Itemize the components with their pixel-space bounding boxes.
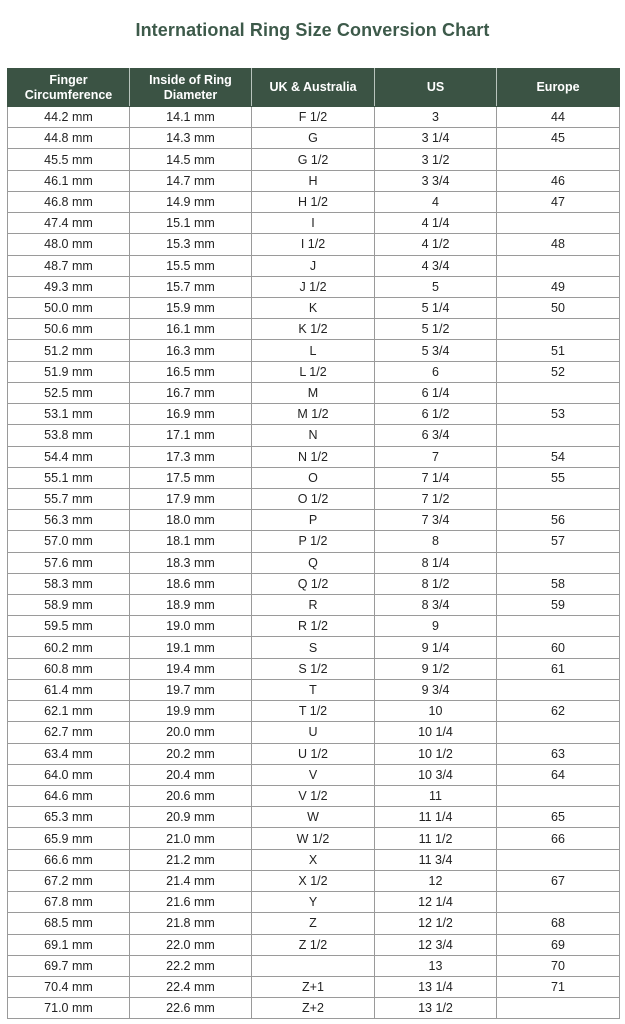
inside-diameter-cell: 15.5 mm (130, 255, 252, 276)
europe-size-cell (497, 786, 620, 807)
table-row (8, 552, 620, 573)
table-row (8, 722, 620, 743)
uk-size-cell: H (252, 170, 375, 191)
table-row (8, 319, 620, 340)
us-size-cell: 5 (375, 276, 497, 297)
uk-size-cell: M (252, 382, 375, 403)
table-row (8, 128, 620, 149)
us-size-cell: 10 (375, 701, 497, 722)
table-row (8, 149, 620, 170)
uk-size-cell: Z (252, 913, 375, 934)
uk-size-cell: G (252, 128, 375, 149)
uk-size-cell: Z 1/2 (252, 934, 375, 955)
us-size-cell: 10 1/4 (375, 722, 497, 743)
us-size-cell: 10 1/2 (375, 743, 497, 764)
europe-size-cell (497, 849, 620, 870)
us-size-cell: 7 (375, 446, 497, 467)
inside-diameter-cell: 14.9 mm (130, 191, 252, 212)
uk-size-cell: J (252, 255, 375, 276)
finger-circumference-cell: 69.7 mm (8, 955, 130, 976)
finger-circumference-cell: 47.4 mm (8, 213, 130, 234)
finger-circumference-cell: 59.5 mm (8, 616, 130, 637)
uk-size-cell: V (252, 764, 375, 785)
uk-size-cell: X 1/2 (252, 870, 375, 891)
europe-size-cell: 60 (497, 637, 620, 658)
europe-size-cell (497, 149, 620, 170)
inside-diameter-cell: 15.7 mm (130, 276, 252, 297)
header-finger-line2: Circumference (24, 87, 113, 102)
uk-size-cell: Y (252, 892, 375, 913)
europe-size-cell (497, 319, 620, 340)
finger-circumference-cell: 48.0 mm (8, 234, 130, 255)
us-size-cell: 8 1/2 (375, 573, 497, 594)
inside-diameter-cell: 14.1 mm (130, 107, 252, 128)
finger-circumference-cell: 50.6 mm (8, 319, 130, 340)
table-row (8, 934, 620, 955)
table-row (8, 361, 620, 382)
finger-circumference-cell: 63.4 mm (8, 743, 130, 764)
us-size-cell: 7 1/4 (375, 467, 497, 488)
finger-circumference-cell: 55.1 mm (8, 467, 130, 488)
finger-circumference-cell: 46.1 mm (8, 170, 130, 191)
inside-diameter-cell: 18.1 mm (130, 531, 252, 552)
europe-size-cell (497, 679, 620, 700)
us-size-cell: 4 (375, 191, 497, 212)
uk-size-cell: K (252, 297, 375, 318)
finger-circumference-cell: 67.8 mm (8, 892, 130, 913)
finger-circumference-cell: 50.0 mm (8, 297, 130, 318)
inside-diameter-cell: 22.4 mm (130, 976, 252, 997)
finger-circumference-cell: 55.7 mm (8, 488, 130, 509)
finger-circumference-cell: 62.7 mm (8, 722, 130, 743)
europe-size-cell: 63 (497, 743, 620, 764)
europe-size-cell: 48 (497, 234, 620, 255)
inside-diameter-cell: 20.4 mm (130, 764, 252, 785)
table-row (8, 913, 620, 934)
us-size-cell: 6 3/4 (375, 425, 497, 446)
inside-diameter-cell: 16.9 mm (130, 404, 252, 425)
table-row (8, 807, 620, 828)
table-row (8, 658, 620, 679)
uk-size-cell: H 1/2 (252, 191, 375, 212)
us-size-cell: 9 (375, 616, 497, 637)
inside-diameter-cell: 21.6 mm (130, 892, 252, 913)
ring-size-table (7, 68, 620, 1019)
table-row (8, 637, 620, 658)
us-size-cell: 3 3/4 (375, 170, 497, 191)
chart-title: International Ring Size Conversion Chart (135, 20, 490, 40)
inside-diameter-cell: 21.0 mm (130, 828, 252, 849)
header-finger-circumference (8, 69, 130, 107)
europe-size-cell: 61 (497, 658, 620, 679)
finger-circumference-cell: 56.3 mm (8, 510, 130, 531)
europe-size-cell (497, 616, 620, 637)
inside-diameter-cell: 20.6 mm (130, 786, 252, 807)
europe-size-cell: 65 (497, 807, 620, 828)
finger-circumference-cell: 62.1 mm (8, 701, 130, 722)
table-row (8, 191, 620, 212)
uk-size-cell: P 1/2 (252, 531, 375, 552)
uk-size-cell: N (252, 425, 375, 446)
europe-size-cell: 56 (497, 510, 620, 531)
us-size-cell: 8 (375, 531, 497, 552)
europe-size-cell (497, 488, 620, 509)
header-diameter-line2: Diameter (163, 87, 218, 102)
finger-circumference-cell: 60.2 mm (8, 637, 130, 658)
finger-circumference-cell: 46.8 mm (8, 191, 130, 212)
table-row (8, 616, 620, 637)
inside-diameter-cell: 14.5 mm (130, 149, 252, 170)
finger-circumference-cell: 49.3 mm (8, 276, 130, 297)
finger-circumference-cell: 70.4 mm (8, 976, 130, 997)
table-row (8, 107, 620, 128)
us-size-cell: 11 1/2 (375, 828, 497, 849)
inside-diameter-cell: 19.1 mm (130, 637, 252, 658)
europe-size-cell (497, 382, 620, 403)
finger-circumference-cell: 64.0 mm (8, 764, 130, 785)
finger-circumference-cell: 44.8 mm (8, 128, 130, 149)
us-size-cell: 4 1/2 (375, 234, 497, 255)
finger-circumference-cell: 61.4 mm (8, 679, 130, 700)
inside-diameter-cell: 16.5 mm (130, 361, 252, 382)
table-row (8, 573, 620, 594)
us-size-cell: 6 1/2 (375, 404, 497, 425)
uk-size-cell: F 1/2 (252, 107, 375, 128)
finger-circumference-cell: 53.1 mm (8, 404, 130, 425)
europe-size-cell (497, 425, 620, 446)
uk-size-cell: S 1/2 (252, 658, 375, 679)
uk-size-cell: M 1/2 (252, 404, 375, 425)
uk-size-cell: W (252, 807, 375, 828)
us-size-cell: 9 3/4 (375, 679, 497, 700)
uk-size-cell: T 1/2 (252, 701, 375, 722)
table-row (8, 679, 620, 700)
europe-size-cell (497, 998, 620, 1019)
table-row (8, 467, 620, 488)
europe-size-cell: 59 (497, 595, 620, 616)
uk-size-cell: G 1/2 (252, 149, 375, 170)
finger-circumference-cell: 54.4 mm (8, 446, 130, 467)
table-body (8, 107, 620, 1019)
us-size-cell: 8 1/4 (375, 552, 497, 573)
europe-size-cell: 44 (497, 107, 620, 128)
inside-diameter-cell: 18.9 mm (130, 595, 252, 616)
europe-size-cell (497, 892, 620, 913)
inside-diameter-cell: 18.6 mm (130, 573, 252, 594)
europe-size-cell (497, 552, 620, 573)
us-size-cell: 3 (375, 107, 497, 128)
table-row (8, 743, 620, 764)
finger-circumference-cell: 69.1 mm (8, 934, 130, 955)
table-row (8, 595, 620, 616)
inside-diameter-cell: 14.7 mm (130, 170, 252, 191)
europe-size-cell: 58 (497, 573, 620, 594)
header-diameter-line1: Inside of Ring (149, 72, 232, 87)
us-size-cell: 3 1/2 (375, 149, 497, 170)
us-size-cell: 12 1/2 (375, 913, 497, 934)
us-size-cell: 7 3/4 (375, 510, 497, 531)
table-row (8, 510, 620, 531)
us-size-cell: 12 1/4 (375, 892, 497, 913)
us-size-cell: 13 (375, 955, 497, 976)
europe-size-cell: 71 (497, 976, 620, 997)
inside-diameter-cell: 17.3 mm (130, 446, 252, 467)
finger-circumference-cell: 67.2 mm (8, 870, 130, 891)
table-row (8, 976, 620, 997)
europe-size-cell: 68 (497, 913, 620, 934)
uk-size-cell: W 1/2 (252, 828, 375, 849)
table-row (8, 786, 620, 807)
europe-size-cell: 57 (497, 531, 620, 552)
inside-diameter-cell: 19.0 mm (130, 616, 252, 637)
us-size-cell: 11 1/4 (375, 807, 497, 828)
finger-circumference-cell: 68.5 mm (8, 913, 130, 934)
table-row (8, 276, 620, 297)
inside-diameter-cell: 15.3 mm (130, 234, 252, 255)
uk-size-cell: Z+2 (252, 998, 375, 1019)
europe-size-cell: 67 (497, 870, 620, 891)
europe-size-cell: 46 (497, 170, 620, 191)
inside-diameter-cell: 21.8 mm (130, 913, 252, 934)
table-row (8, 170, 620, 191)
europe-size-cell: 47 (497, 191, 620, 212)
uk-size-cell: R 1/2 (252, 616, 375, 637)
uk-size-cell: U 1/2 (252, 743, 375, 764)
table-row (8, 531, 620, 552)
uk-size-cell: L (252, 340, 375, 361)
uk-size-cell: I (252, 213, 375, 234)
table-row (8, 701, 620, 722)
us-size-cell: 11 3/4 (375, 849, 497, 870)
inside-diameter-cell: 14.3 mm (130, 128, 252, 149)
uk-size-cell: N 1/2 (252, 446, 375, 467)
uk-size-cell: O 1/2 (252, 488, 375, 509)
inside-diameter-cell: 20.2 mm (130, 743, 252, 764)
us-size-cell: 12 (375, 870, 497, 891)
europe-size-cell: 66 (497, 828, 620, 849)
uk-size-cell (252, 955, 375, 976)
header-europe: Europe (497, 69, 620, 107)
uk-size-cell: K 1/2 (252, 319, 375, 340)
table-row (8, 764, 620, 785)
header-uk-australia: UK & Australia (252, 69, 375, 107)
europe-size-cell: 51 (497, 340, 620, 361)
table-row (8, 446, 620, 467)
europe-size-cell: 45 (497, 128, 620, 149)
us-size-cell: 9 1/2 (375, 658, 497, 679)
inside-diameter-cell: 16.1 mm (130, 319, 252, 340)
table-row (8, 828, 620, 849)
europe-size-cell (497, 722, 620, 743)
us-size-cell: 6 1/4 (375, 382, 497, 403)
uk-size-cell: O (252, 467, 375, 488)
header-finger-line1: Finger (49, 72, 88, 87)
inside-diameter-cell: 16.3 mm (130, 340, 252, 361)
uk-size-cell: R (252, 595, 375, 616)
europe-size-cell: 54 (497, 446, 620, 467)
finger-circumference-cell: 57.0 mm (8, 531, 130, 552)
finger-circumference-cell: 65.3 mm (8, 807, 130, 828)
inside-diameter-cell: 16.7 mm (130, 382, 252, 403)
inside-diameter-cell: 19.9 mm (130, 701, 252, 722)
us-size-cell: 13 1/2 (375, 998, 497, 1019)
inside-diameter-cell: 20.9 mm (130, 807, 252, 828)
table-row (8, 892, 620, 913)
finger-circumference-cell: 48.7 mm (8, 255, 130, 276)
us-size-cell: 10 3/4 (375, 764, 497, 785)
table-row (8, 425, 620, 446)
table-row (8, 255, 620, 276)
us-size-cell: 9 1/4 (375, 637, 497, 658)
finger-circumference-cell: 71.0 mm (8, 998, 130, 1019)
table-row (8, 234, 620, 255)
us-size-cell: 12 3/4 (375, 934, 497, 955)
inside-diameter-cell: 18.3 mm (130, 552, 252, 573)
inside-diameter-cell: 21.4 mm (130, 870, 252, 891)
europe-size-cell: 70 (497, 955, 620, 976)
us-size-cell: 7 1/2 (375, 488, 497, 509)
header-row (8, 69, 620, 107)
uk-size-cell: U (252, 722, 375, 743)
europe-size-cell: 64 (497, 764, 620, 785)
inside-diameter-cell: 17.5 mm (130, 467, 252, 488)
us-size-cell: 11 (375, 786, 497, 807)
uk-size-cell: V 1/2 (252, 786, 375, 807)
table-row (8, 340, 620, 361)
us-size-cell: 6 (375, 361, 497, 382)
europe-size-cell: 62 (497, 701, 620, 722)
us-size-cell: 4 3/4 (375, 255, 497, 276)
inside-diameter-cell: 17.9 mm (130, 488, 252, 509)
finger-circumference-cell: 65.9 mm (8, 828, 130, 849)
uk-size-cell: I 1/2 (252, 234, 375, 255)
finger-circumference-cell: 53.8 mm (8, 425, 130, 446)
europe-size-cell: 52 (497, 361, 620, 382)
uk-size-cell: X (252, 849, 375, 870)
table-row (8, 870, 620, 891)
europe-size-cell: 55 (497, 467, 620, 488)
europe-size-cell: 53 (497, 404, 620, 425)
inside-diameter-cell: 21.2 mm (130, 849, 252, 870)
finger-circumference-cell: 66.6 mm (8, 849, 130, 870)
uk-size-cell: Q 1/2 (252, 573, 375, 594)
inside-diameter-cell: 22.2 mm (130, 955, 252, 976)
us-size-cell: 5 1/4 (375, 297, 497, 318)
finger-circumference-cell: 51.9 mm (8, 361, 130, 382)
uk-size-cell: J 1/2 (252, 276, 375, 297)
europe-size-cell: 49 (497, 276, 620, 297)
header-inside-diameter (130, 69, 252, 107)
table-row (8, 404, 620, 425)
header-us: US (375, 69, 497, 107)
table-row (8, 998, 620, 1019)
uk-size-cell: S (252, 637, 375, 658)
uk-size-cell: Z+1 (252, 976, 375, 997)
finger-circumference-cell: 52.5 mm (8, 382, 130, 403)
inside-diameter-cell: 15.1 mm (130, 213, 252, 234)
us-size-cell: 8 3/4 (375, 595, 497, 616)
finger-circumference-cell: 64.6 mm (8, 786, 130, 807)
us-size-cell: 3 1/4 (375, 128, 497, 149)
finger-circumference-cell: 58.9 mm (8, 595, 130, 616)
us-size-cell: 5 3/4 (375, 340, 497, 361)
finger-circumference-cell: 45.5 mm (8, 149, 130, 170)
inside-diameter-cell: 17.1 mm (130, 425, 252, 446)
europe-size-cell (497, 213, 620, 234)
inside-diameter-cell: 15.9 mm (130, 297, 252, 318)
uk-size-cell: P (252, 510, 375, 531)
us-size-cell: 13 1/4 (375, 976, 497, 997)
finger-circumference-cell: 57.6 mm (8, 552, 130, 573)
uk-size-cell: Q (252, 552, 375, 573)
inside-diameter-cell: 20.0 mm (130, 722, 252, 743)
us-size-cell: 4 1/4 (375, 213, 497, 234)
us-size-cell: 5 1/2 (375, 319, 497, 340)
table-row (8, 213, 620, 234)
inside-diameter-cell: 22.0 mm (130, 934, 252, 955)
finger-circumference-cell: 60.8 mm (8, 658, 130, 679)
inside-diameter-cell: 19.7 mm (130, 679, 252, 700)
table-row (8, 297, 620, 318)
finger-circumference-cell: 44.2 mm (8, 107, 130, 128)
europe-size-cell (497, 255, 620, 276)
uk-size-cell: L 1/2 (252, 361, 375, 382)
europe-size-cell: 50 (497, 297, 620, 318)
europe-size-cell: 69 (497, 934, 620, 955)
table-row (8, 849, 620, 870)
finger-circumference-cell: 51.2 mm (8, 340, 130, 361)
table-row (8, 382, 620, 403)
uk-size-cell: T (252, 679, 375, 700)
inside-diameter-cell: 22.6 mm (130, 998, 252, 1019)
table-row (8, 955, 620, 976)
table-row (8, 488, 620, 509)
inside-diameter-cell: 18.0 mm (130, 510, 252, 531)
finger-circumference-cell: 58.3 mm (8, 573, 130, 594)
inside-diameter-cell: 19.4 mm (130, 658, 252, 679)
